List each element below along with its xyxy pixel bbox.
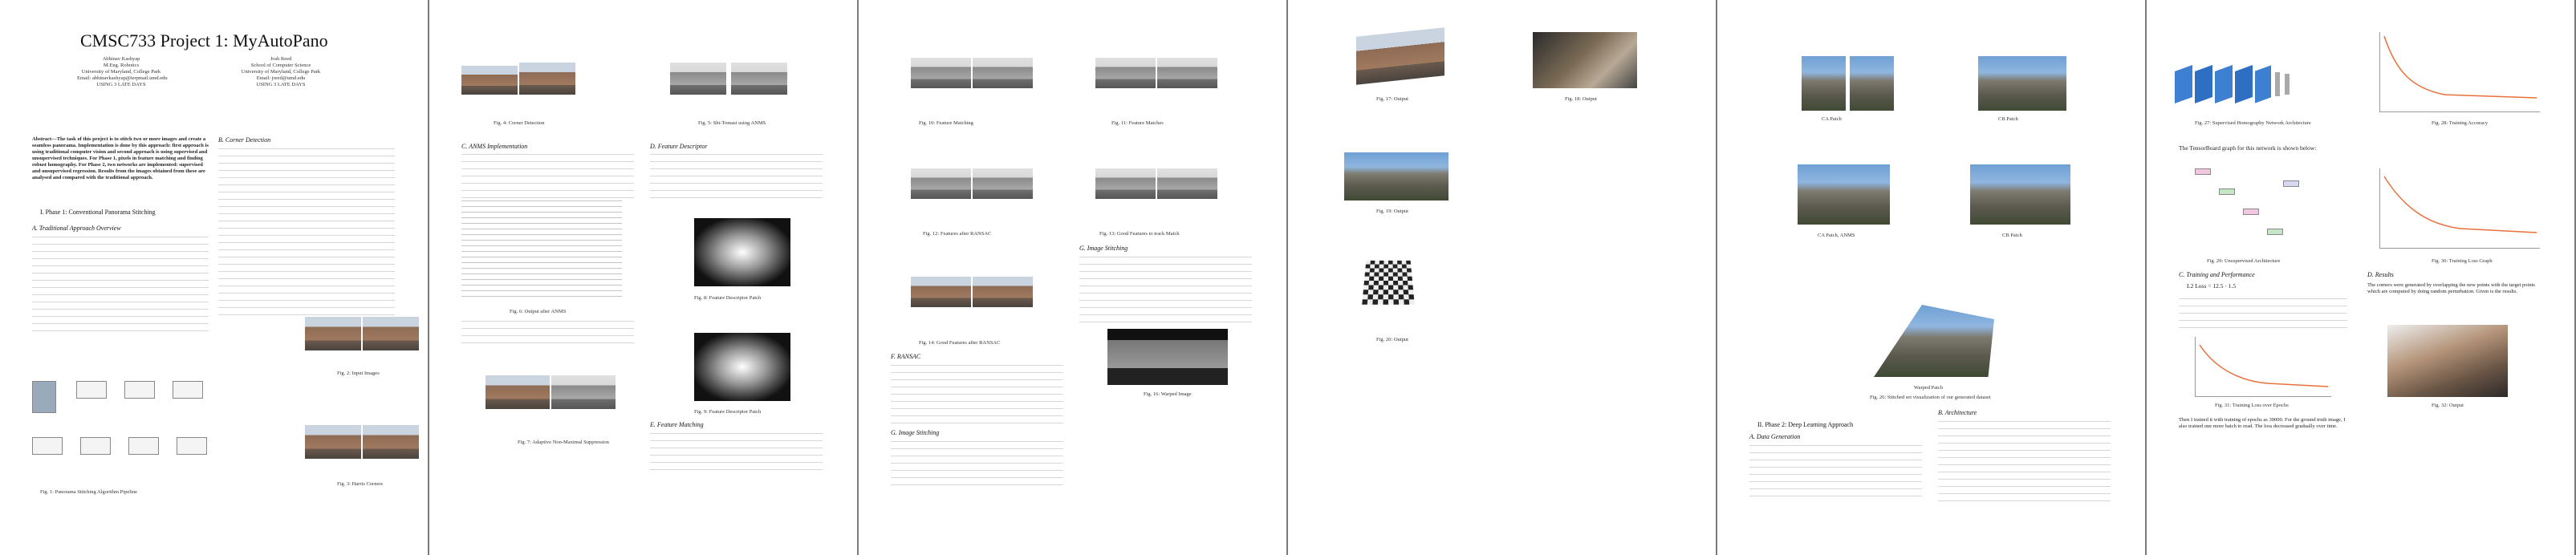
figure-5-image (731, 63, 787, 95)
figure-26-caption: Fig. 26: Stitched set visualization of our generated dataset (1870, 395, 1991, 400)
figure-32-image (2387, 325, 2508, 397)
figure-7-caption: Fig. 7: Adaptive Non-Maximal Suppression (518, 440, 609, 445)
body-text-block (650, 154, 823, 198)
body-text-block (461, 154, 634, 198)
figure-4-image (461, 66, 518, 95)
p6-text-2: The corners were generated by overlapping the new points with the target points which are computed by doing random perturbation. Given is the results. (2367, 282, 2535, 294)
abstract: Abstract—The task of this project is to stitch two or more images and create a seamless panorama. Implementation is done by this approach: first approach is using traditional computer vision and second approach is using supervised and unsupervised techniques. For Phase 1, pixels in feature matching and finding robust homography. For Phase 2, two networks are implemented: supervised and unsupervised regression. Results from the images obtained from these are analysed and compared with the traditional approach. (32, 136, 209, 180)
algorithm-block (461, 201, 622, 297)
figure-4-image (519, 63, 575, 95)
figure-11-caption: Fig. 11: Feature Matches (1111, 120, 1164, 126)
warped-patch-image (1874, 305, 1994, 377)
section-1c-heading: C. ANMS Implementation (461, 143, 528, 150)
figure-9-caption: Fig. 9: Feature Descriptor Patch (694, 409, 762, 415)
training-loss-chart (2379, 32, 2540, 112)
figure-9-image (694, 333, 790, 401)
figure-16-image (1107, 329, 1228, 385)
figure-28-caption: Fig. 28: Training Accuracy (2432, 120, 2489, 126)
section-2a-heading: A. Data Generation (1749, 433, 1801, 440)
figure-8-image (694, 218, 790, 286)
figure-3-image (305, 425, 361, 459)
figure-13-caption: Fig. 13: Good Features to track Match (1099, 231, 1180, 237)
figure-10-caption: Fig. 10: Feature Matching (919, 120, 973, 126)
patch-a-image (1850, 56, 1894, 111)
figure-1-caption: Fig. 1: Panorama Stitching Algorithm Pipeline (40, 489, 137, 495)
section-1-heading: I. Phase 1: Conventional Panorama Stitching (40, 209, 156, 216)
loss-formula: L2 Loss = 12.5 · 1.5 (2187, 282, 2237, 290)
figure-14-image (911, 277, 971, 307)
figure-19-caption: Fig. 19: Output (1376, 209, 1408, 214)
patch-b-label: CB Patch (1998, 116, 2018, 122)
body-text-block (1079, 257, 1252, 325)
figure-29-caption: Fig. 29: Unsupervised Architecture (2207, 258, 2281, 264)
figure-17-image (1356, 27, 1444, 85)
page-3 (859, 0, 1286, 555)
figure-20-image (1362, 261, 1415, 305)
figure-2-image (363, 317, 419, 350)
figure-2-caption: Fig. 2: Input Images (337, 371, 380, 376)
page-1 (0, 0, 428, 555)
figure-31-caption: Fig. 31: Training Loss over Epochs (2215, 403, 2289, 408)
figure-10-image (911, 58, 971, 88)
p6-text-1: Then I trained it with training of epochs as 30000. For the ground truth image, I also trained one more batch to read. The loss decreased gradually over time. (2179, 417, 2346, 429)
figure-5-caption: Fig. 5: Shi-Tomasi using ANMS (698, 120, 766, 126)
loss-graph (2379, 168, 2540, 249)
figure-27-caption: Fig. 27: Supervised Homography Network Architecture (2195, 120, 2311, 126)
figure-12-image (973, 168, 1033, 199)
figure-30-caption: Fig. 30: Training Loss Graph (2432, 258, 2493, 264)
figure-6-caption: Fig. 6: Output after ANMS (510, 309, 567, 314)
figure-13-image (1157, 168, 1217, 199)
section-1e-heading: E. Feature Matching (650, 421, 704, 428)
figure-12-image (911, 168, 971, 199)
figure-13-image (1095, 168, 1156, 199)
patch-a-image (1802, 56, 1846, 111)
figure-7-image (486, 375, 550, 409)
figure-14-image (973, 277, 1033, 307)
tensorboard-graph (2187, 160, 2307, 257)
body-text-block (891, 441, 1063, 485)
body-text-block (650, 433, 823, 473)
network-architecture-diagram (2171, 56, 2307, 108)
body-text-block (32, 237, 209, 333)
section-2-heading: II. Phase 2: Deep Learning Approach (1757, 421, 1854, 428)
body-text-block (1749, 445, 1922, 501)
section-1f-heading: F. RANSAC (891, 353, 921, 360)
figure-3-caption: Fig. 3: Harris Corners (337, 481, 384, 487)
figure-17-caption: Fig. 17: Output (1376, 96, 1408, 102)
figure-18-image (1533, 32, 1637, 88)
body-text-block (2179, 298, 2347, 330)
figure-3-image (363, 425, 419, 459)
section-2b-heading: B. Architecture (1938, 409, 1977, 416)
accuracy-chart (2195, 337, 2331, 397)
patch-b-image (1978, 56, 2066, 111)
figure-11-image (1157, 58, 1217, 88)
figure-10-image (973, 58, 1033, 88)
patch-a-label: CA Patch (1822, 116, 1842, 122)
patch-e-label: Warped Patch (1914, 385, 1944, 391)
section-1a-heading: A. Traditional Approach Overview (32, 225, 121, 232)
figure-16-caption: Fig. 16: Warped Image (1144, 391, 1192, 397)
patch-d-label: CB Patch (2002, 233, 2022, 238)
section-1g-heading: G. Image Stitching (891, 429, 940, 436)
figure-14-caption: Fig. 14: Good Features after RANSAC (919, 340, 1001, 346)
body-text-block (218, 148, 395, 317)
figure-5-image (670, 63, 726, 95)
pipeline-diagram (32, 365, 213, 485)
body-text-block (461, 321, 634, 345)
section-1d-heading: D. Feature Descriptor (650, 143, 708, 150)
section-2c-heading: C. Training and Performance (2179, 271, 2255, 278)
figure-2-image (305, 317, 361, 350)
figure-32-caption: Fig. 32: Output (2432, 403, 2464, 408)
body-text-block (891, 365, 1063, 429)
page-4 (1288, 0, 1716, 555)
page-5 (1717, 0, 2145, 555)
figure-8-caption: Fig. 8: Feature Descriptor Patch (694, 295, 762, 301)
figure-12-caption: Fig. 12: Features after RANSAC (923, 231, 992, 237)
patch-c-image (1798, 164, 1890, 225)
body-text-block (1938, 421, 2111, 501)
section-1b-heading: B. Corner Detection (218, 136, 271, 144)
patch-c-label: CA Patch, ANMS (1818, 233, 1855, 238)
figure-20-caption: Fig. 20: Output (1376, 337, 1408, 342)
patch-d-image (1970, 164, 2070, 225)
author-1: Abhinav Kashyap M.Eng. Robotics University of Maryland, College Park Email: abhinavkashyap@terpmail.umd.edu USING 3 LATE DAYS (77, 56, 168, 87)
figure-4-caption: Fig. 4: Corner Detection (494, 120, 545, 126)
tensorboard-text: The TensorBoard graph for this network is shown below: (2179, 144, 2317, 152)
paper-title: CMSC733 Project 1: MyAutoPano (80, 30, 328, 51)
author-2: Josh Reed School of Computer Science University of Maryland, College Park Email: jreed@umd.edu USING 3 LATE DAYS (241, 56, 321, 87)
figure-7-image (551, 375, 616, 409)
page-2 (429, 0, 857, 555)
section-2d-heading: D. Results (2367, 271, 2394, 278)
figure-18-caption: Fig. 18: Output (1565, 96, 1597, 102)
section-image-stitching-heading: G. Image Stitching (1079, 245, 1128, 252)
figure-11-image (1095, 58, 1156, 88)
page-6 (2147, 0, 2574, 555)
figure-19-image (1344, 152, 1448, 201)
